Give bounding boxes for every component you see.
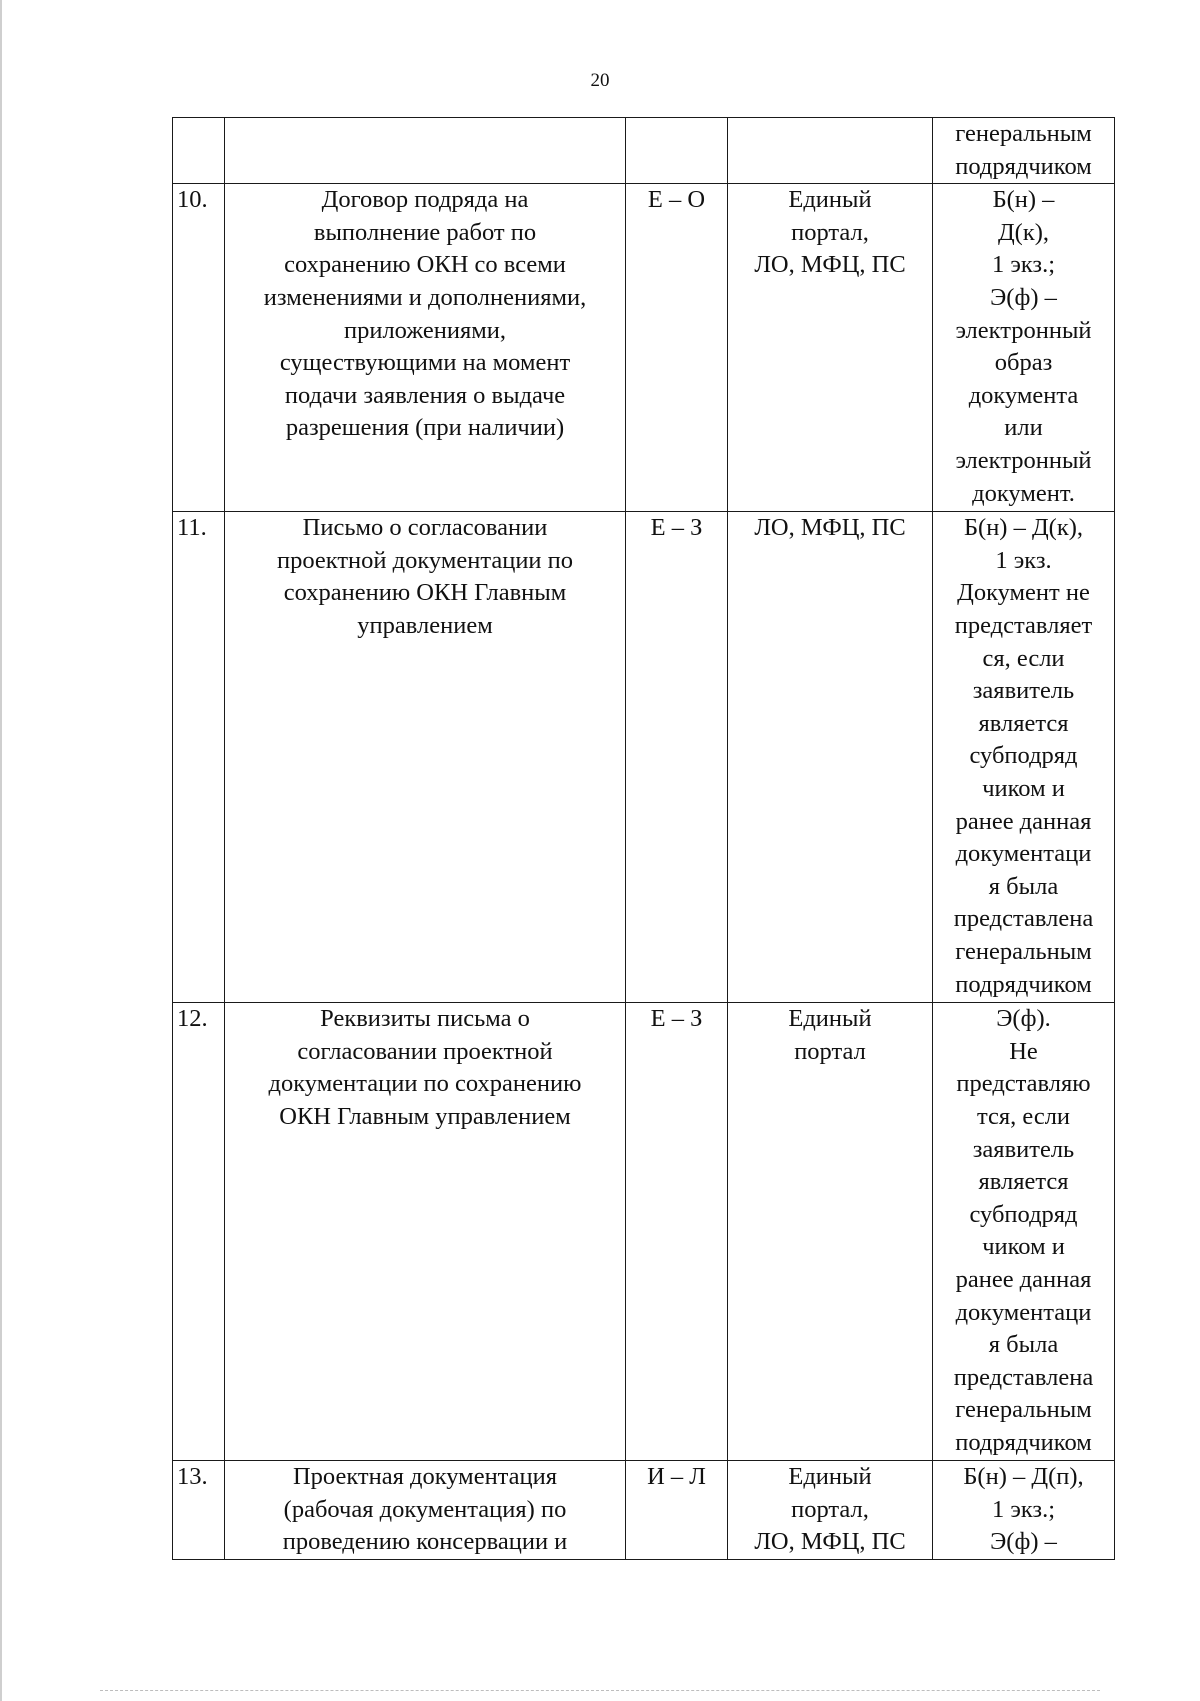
row-number: 13. xyxy=(173,1461,225,1560)
document-form: Б(н) – Д(п), 1 экз.; Э(ф) – xyxy=(933,1461,1115,1560)
table-row xyxy=(173,1461,1115,1560)
document-code xyxy=(626,118,728,184)
row-number xyxy=(173,118,225,184)
submission-channels: Единый портал, ЛО, МФЦ, ПС xyxy=(728,184,933,512)
submission-channels: Единый портал, ЛО, МФЦ, ПС xyxy=(728,1461,933,1560)
document-name xyxy=(225,118,626,184)
document-name: Письмо о согласовании проектной документации по сохранению ОКН Главным управлением xyxy=(225,512,626,1003)
table-row xyxy=(173,118,1115,184)
document-code: Е – О xyxy=(626,184,728,512)
row-number: 12. xyxy=(173,1003,225,1461)
scan-artifact-line xyxy=(100,1690,1100,1691)
document-code: И – Л xyxy=(626,1461,728,1560)
submission-channels: Единый портал xyxy=(728,1003,933,1461)
table-row xyxy=(173,512,1115,1003)
document-code: Е – З xyxy=(626,1003,728,1461)
page-number: 20 xyxy=(590,70,610,91)
document-form: Б(н) – Д(к), 1 экз. Документ не представляет ся, если заявитель является субподряд чиком и ранее данная документаци я была представлена генеральным подрядчиком xyxy=(933,512,1115,1003)
documents-table xyxy=(172,117,1115,1560)
document-name: Договор подряда на выполнение работ по сохранению ОКН со всеми изменениями и дополнениями, приложениями, существующими на момент подачи заявления о выдаче разрешения (при наличии) xyxy=(225,184,626,512)
submission-channels: ЛО, МФЦ, ПС xyxy=(728,512,933,1003)
document-code: Е – З xyxy=(626,512,728,1003)
scan-edge xyxy=(0,0,2,1701)
row-number: 11. xyxy=(173,512,225,1003)
document-name: Проектная документация (рабочая документация) по проведению консервации и xyxy=(225,1461,626,1560)
row-number: 10. xyxy=(173,184,225,512)
document-form: генеральным подрядчиком xyxy=(933,118,1115,184)
document-form: Э(ф). Не представляю тся, если заявитель является субподряд чиком и ранее данная документаци я была представлена генеральным подрядчиком xyxy=(933,1003,1115,1461)
table-row xyxy=(173,1003,1115,1461)
submission-channels xyxy=(728,118,933,184)
document-form: Б(н) – Д(к), 1 экз.; Э(ф) – электронный образ документа или электронный документ. xyxy=(933,184,1115,512)
document-name: Реквизиты письма о согласовании проектной документации по сохранению ОКН Главным управлением xyxy=(225,1003,626,1461)
table-row xyxy=(173,184,1115,512)
